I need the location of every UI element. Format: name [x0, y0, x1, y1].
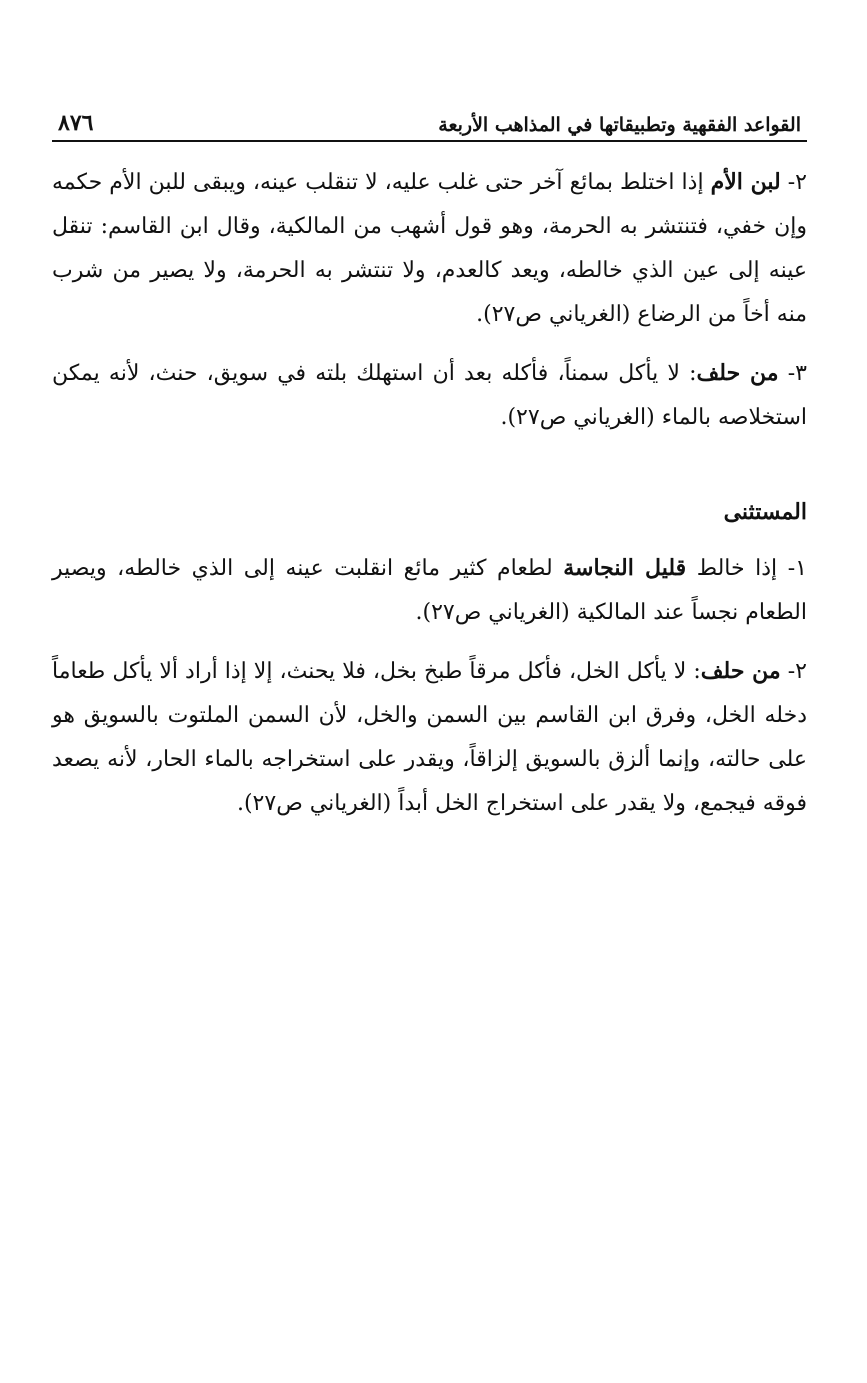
keyword-bold: قليل النجاسة: [563, 555, 687, 581]
paragraph-text: إذا اختلط بمائع آخر حتى غلب عليه، لا تنقلب عينه، ويبقى للبن الأم حكمه وإن خفي، فتنتشر به الحرمة، وهو قول أشهب من المالكية، وقال ابن القاسم: تنقل عينه إلى عين الذي خالطه، ويعد كالعدم، ولا تنتشر به الحرمة، ولا يصير من شرب منه أخاً من الرضاع (الغرياني ص٢٧).: [52, 170, 807, 327]
item-number: ٣-: [778, 361, 807, 386]
item-number: ٢-: [780, 170, 807, 195]
page-number: ٨٧٦: [58, 110, 94, 136]
running-title: القواعد الفقهية وتطبيقاتها في المذاهب الأربعة: [438, 114, 801, 136]
item-lead: ٢-: [780, 659, 807, 684]
page: [52, 108, 807, 826]
running-header: [52, 108, 807, 142]
section-heading: المستثنى: [723, 499, 807, 525]
keyword-bold: لبن الأم: [710, 169, 781, 195]
keyword-bold: من حلف: [696, 360, 779, 386]
paragraph-text: : لا يأكل سمناً، فأكله بعد أن استهلك بلته في سويق، حنث، لأنه يمكن استخلاصه بالماء (الغرياني ص٢٧).: [52, 361, 807, 430]
paragraph-text: : لا يأكل الخل، فأكل مرقاً طبخ بخل، فلا يحنث، إلا إذا أراد ألا يأكل طعاماً دخله الخل، وفرق ابن القاسم بين السمن والخل، لأن السمن الملتوت بالسويق هو على حالته، وإنما ألزق بالسويق إلزاقاً، ويقدر على استخراجه بالماء الحار، لأنه يصعد فوقه فيجمع، ولا يقدر على استخراج الخل أبداً (الغرياني ص٢٧).: [52, 659, 807, 816]
exception-paragraph-2: [52, 649, 807, 826]
paragraph-3-oath-ghee: [52, 351, 807, 440]
exception-paragraph-1: [52, 546, 807, 635]
keyword-bold: من حلف: [700, 658, 781, 684]
item-lead: ١- إذا خالط: [686, 556, 807, 581]
paragraph-2-mothers-milk: [52, 160, 807, 337]
paragraph-text: لطعام كثير مائع انقلبت عينه إلى الذي خالطه، ويصير الطعام نجساً عند المالكية (الغرياني ص٢٧).: [52, 556, 807, 625]
